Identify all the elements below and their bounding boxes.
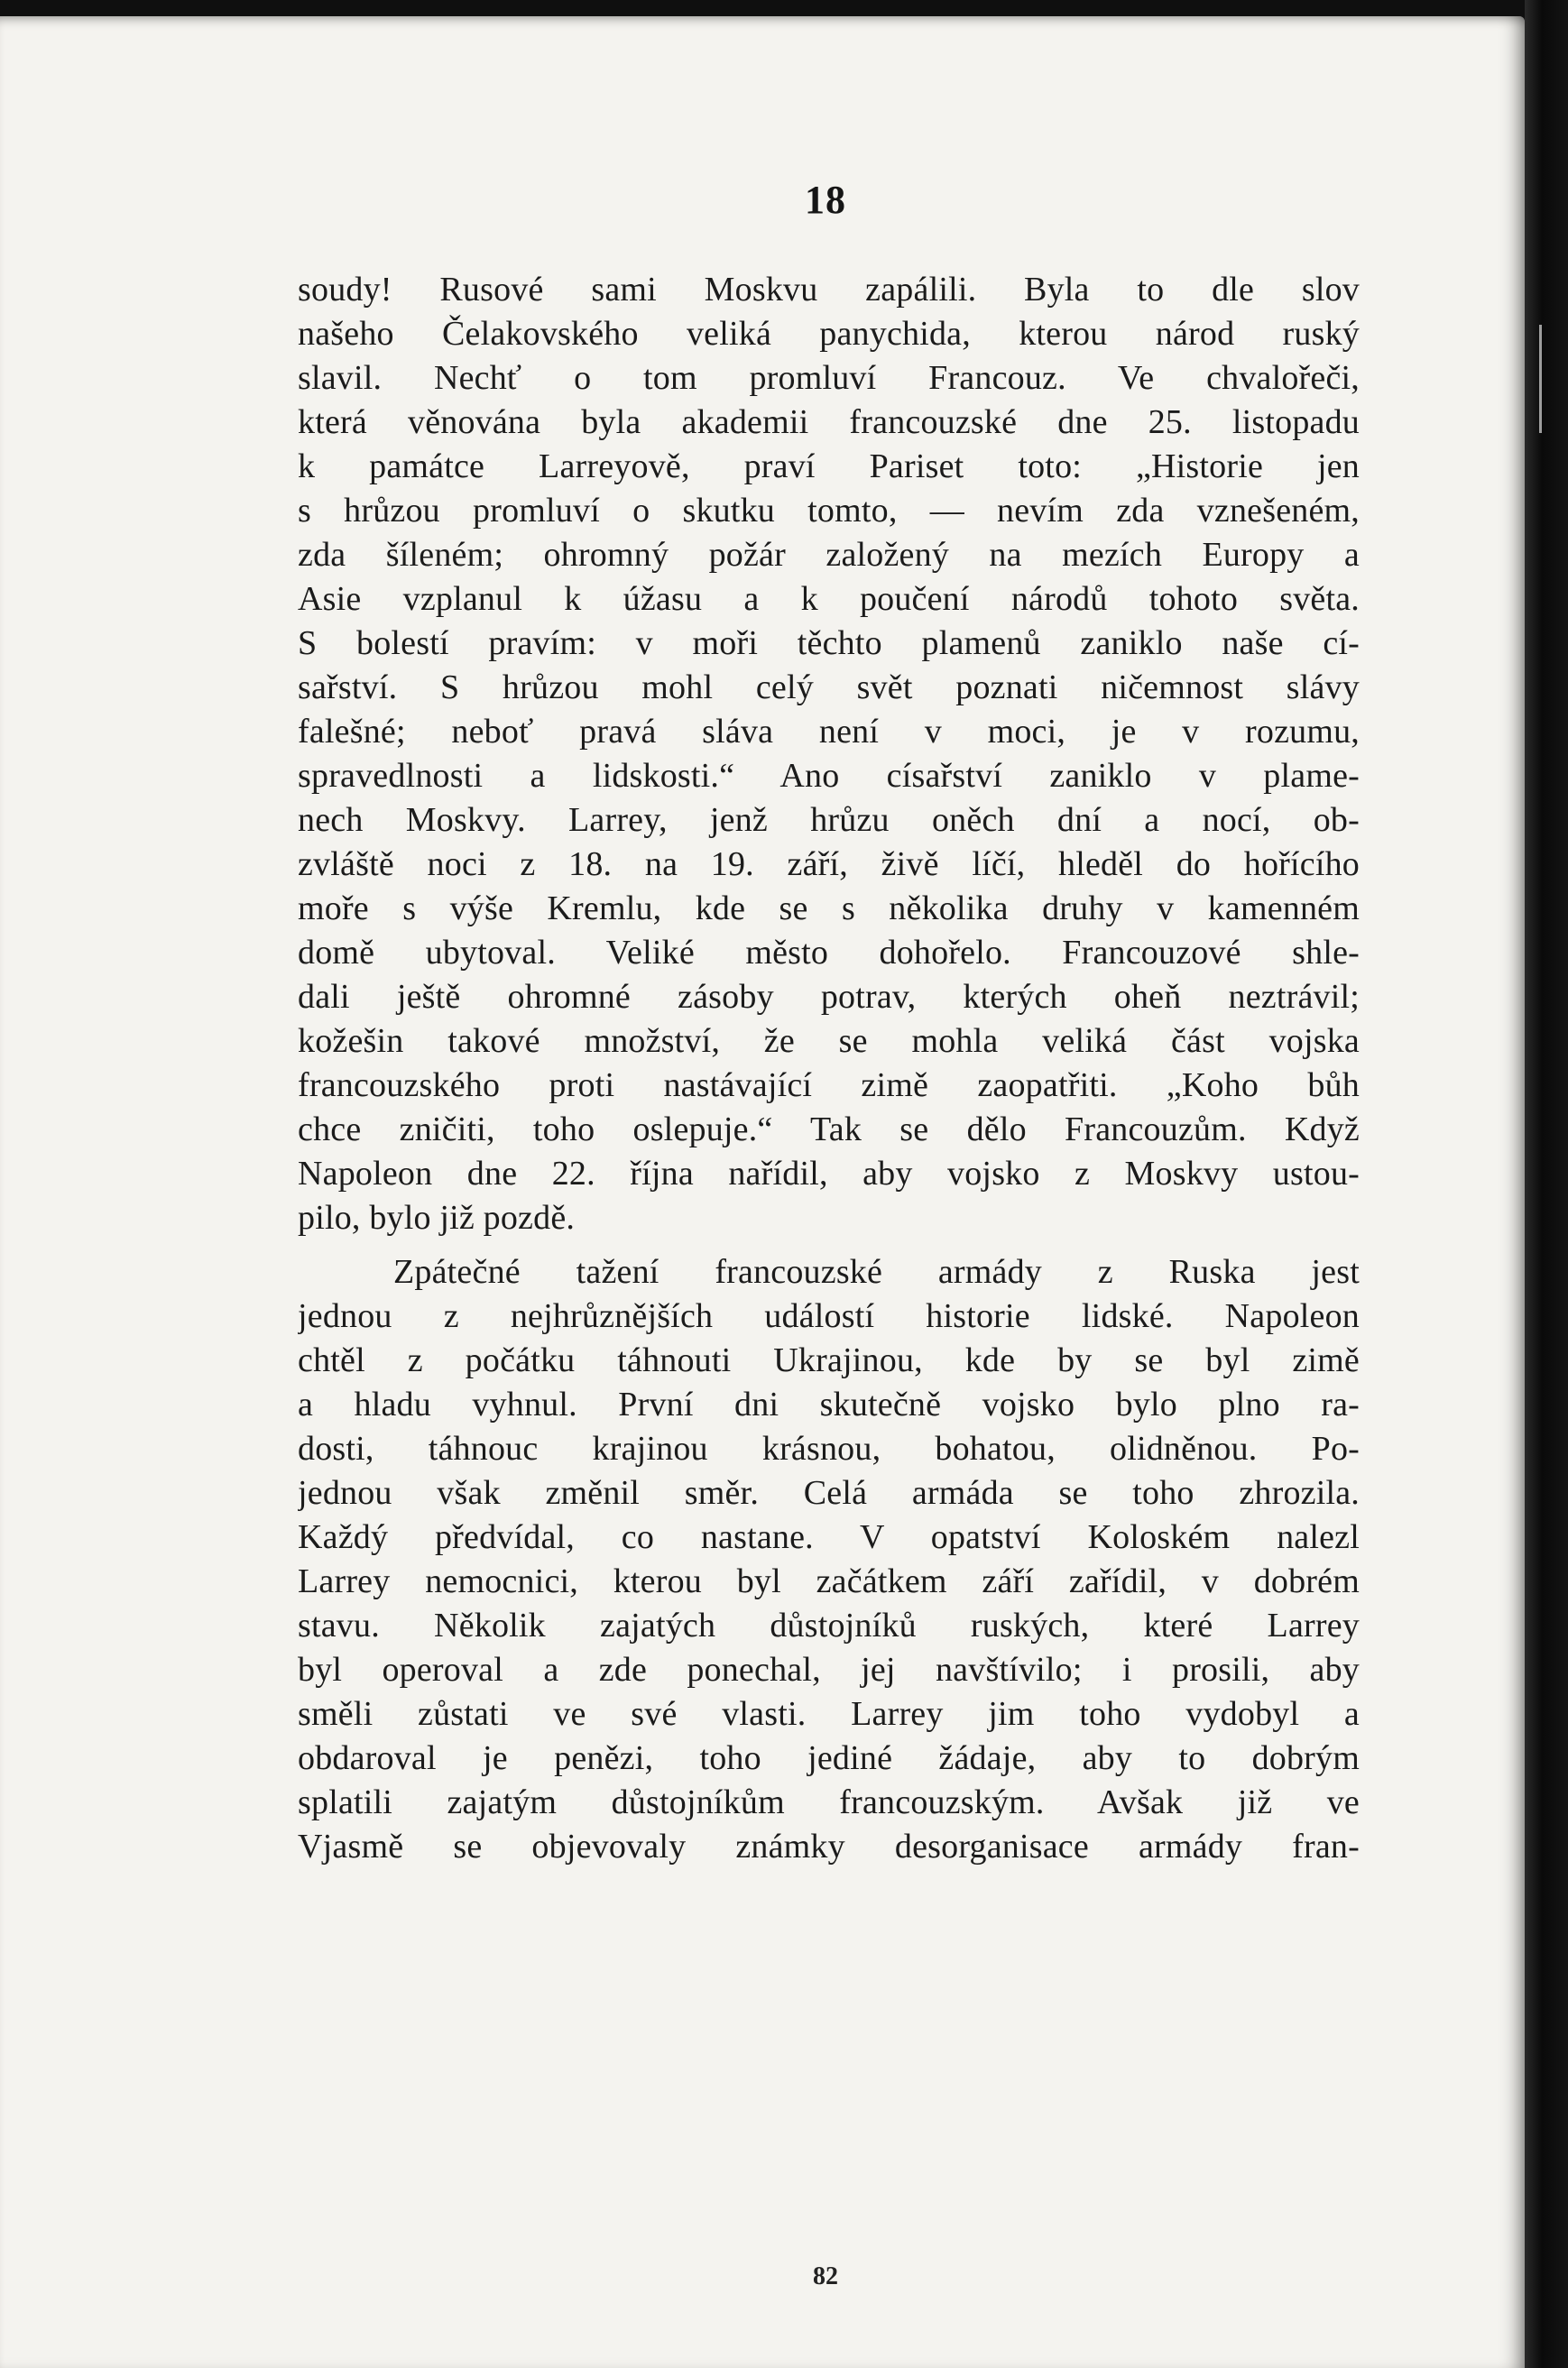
- text-line: moře s výše Kremlu, kde se s několika druhy v kamenném: [298, 889, 1360, 927]
- signature-mark: 82: [813, 2262, 838, 2290]
- text-line: dosti, táhnouc krajinou krásnou, bohatou, olidněnou. Po-: [298, 1430, 1360, 1468]
- text-line: Napoleon dne 22. října nařídil, aby vojsko z Moskvy ustou-: [298, 1155, 1360, 1193]
- text-line: sařství. S hrůzou mohl celý svět poznati ničemnost slávy: [298, 668, 1360, 706]
- text-line: kožešin takové množství, že se mohla veliká část vojska: [298, 1022, 1360, 1060]
- text-line: dali ještě ohromné zásoby potrav, kterých oheň neztrávil;: [298, 978, 1360, 1016]
- body-text: [298, 268, 1360, 1869]
- text-line: pilo, bylo již pozdě.: [298, 1199, 576, 1237]
- text-line: zda šíleném; ohromný požár založený na mezích Europy a: [298, 536, 1360, 574]
- text-line: která věnována byla akademii francouzské dne 25. listopadu: [298, 403, 1360, 441]
- text-line: a hladu vyhnul. První dni skutečně vojsko bylo plno ra-: [298, 1386, 1360, 1424]
- text-line: stavu. Několik zajatých důstojníků ruských, které Larrey: [298, 1607, 1360, 1645]
- text-line: nech Moskvy. Larrey, jenž hrůzu oněch dní a nocí, ob-: [298, 801, 1360, 839]
- text-line: obdaroval je penězi, toho jediné žádaje, aby to dobrým: [298, 1739, 1360, 1777]
- text-line: soudy! Rusové sami Moskvu zapálili. Byla to dle slov: [298, 271, 1360, 309]
- page-number: 18: [805, 178, 846, 222]
- text-line: našeho Čelakovského veliká panychida, kterou národ ruský: [298, 315, 1360, 353]
- text-line: S bolestí pravím: v moři těchto plamenů zaniklo naše cí-: [298, 624, 1360, 662]
- text-line: jednou z nejhrůznějších událostí historie lidské. Napoleon: [298, 1297, 1360, 1335]
- text-line: splatili zajatým důstojníkům francouzským. Avšak již ve: [298, 1783, 1360, 1821]
- text-line: zvláště noci z 18. na 19. září, živě líčí, hleděl do hořícího: [298, 845, 1360, 883]
- text-line: Zpátečné tažení francouzské armády z Ruska jest: [393, 1253, 1360, 1291]
- text-line: Vjasmě se objevovaly známky desorganisace armády fran-: [298, 1828, 1360, 1866]
- text-line: byl operoval a zde ponechal, jej navštívilo; i prosili, aby: [298, 1651, 1360, 1689]
- text-line: Každý předvídal, co nastane. V opatství Koloském nalezl: [298, 1518, 1360, 1556]
- text-line: chce zničiti, toho oslepuje.“ Tak se dělo Francouzům. Když: [298, 1110, 1360, 1148]
- text-line: jednou však změnil směr. Celá armáda se toho zhrozila.: [298, 1474, 1360, 1512]
- text-line: slavil. Nechť o tom promluví Francouz. Ve chvalořeči,: [298, 359, 1360, 397]
- text-line: domě ubytoval. Veliké město dohořelo. Francouzové shle-: [298, 934, 1360, 972]
- text-line: Asie vzplanul k úžasu a k poučení národů tohoto světa.: [298, 580, 1360, 618]
- text-line: s hrůzou promluví o skutku tomto, — nevím zda vznešeném,: [298, 492, 1360, 530]
- text-line: k památce Larreyově, praví Pariset toto: „Historie jen: [298, 447, 1360, 485]
- text-line: spravedlnosti a lidskosti.“ Ano císařství zaniklo v plame-: [298, 757, 1360, 795]
- text-line: francouzského proti nastávající zimě zaopatřiti. „Koho bůh: [298, 1066, 1360, 1104]
- scan-dark-edge: [1525, 0, 1568, 2368]
- paragraph-gap: [298, 1240, 1360, 1250]
- text-line: směli zůstati ve své vlasti. Larrey jim toho vydobyl a: [298, 1695, 1360, 1733]
- scan-streak: [1539, 325, 1542, 433]
- text-line: Larrey nemocnici, kterou byl začátkem září zařídil, v dobrém: [298, 1562, 1360, 1600]
- text-line: chtěl z počátku táhnouti Ukrajinou, kde by se byl zimě: [298, 1341, 1360, 1379]
- text-line: falešné; neboť pravá sláva není v moci, je v rozumu,: [298, 713, 1360, 751]
